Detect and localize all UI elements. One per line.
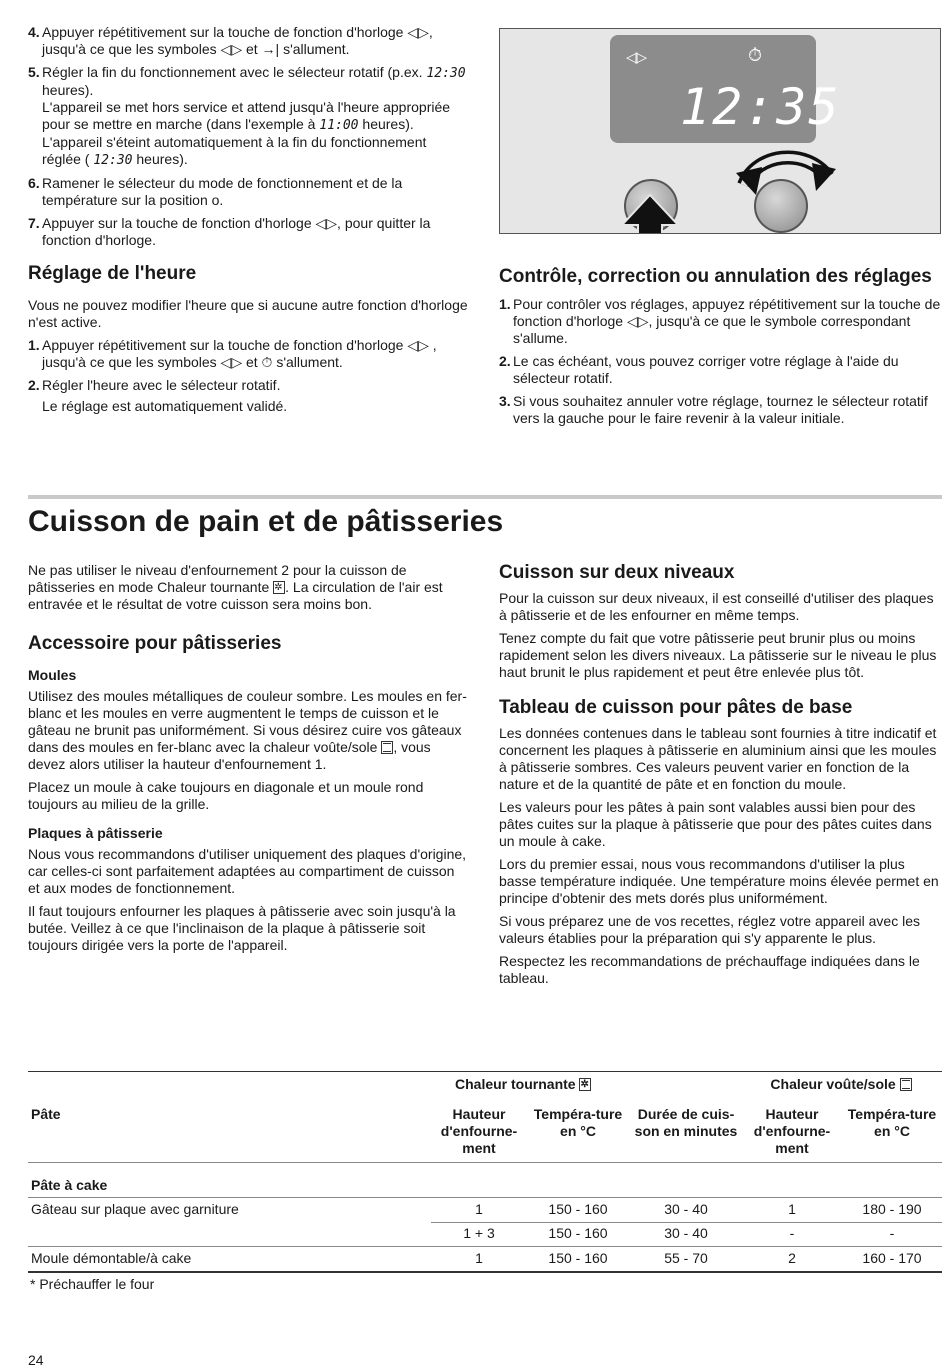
- text: Le réglage est automatiquement validé.: [42, 398, 288, 414]
- step-7: [28, 215, 468, 249]
- step-6: [28, 175, 468, 209]
- step-number: 1.: [28, 337, 40, 353]
- step-number: 6.: [28, 175, 40, 191]
- step-text: Ramener le sélecteur du mode de fonctionnement et de la température sur la position o.: [42, 175, 403, 208]
- table-cell: 2: [788, 1250, 796, 1266]
- heading-deux-niveaux: Cuisson sur deux niveaux: [499, 562, 735, 583]
- table-cell: 1: [475, 1250, 483, 1266]
- text: Régler la fin du fonctionnement avec le sélecteur rotatif (p.ex.: [42, 64, 427, 80]
- heading-tableau: Tableau de cuisson pour pâtes de base: [499, 697, 853, 718]
- text: L'appareil se met hors service et attend jusqu'à l'heure appropriée pour se mettre en marche (dans l'exemple à: [42, 99, 451, 132]
- step-text: Si vous souhaitez annuler votre réglage, tournez le sélecteur rotatif vers la gauche pour le faire revenir à la valeur initiale.: [513, 393, 928, 426]
- step-number: 2.: [499, 353, 511, 369]
- step-number: 1.: [499, 296, 511, 312]
- paragraph: Tenez compte du fait que votre pâtisserie peut brunir plus ou moins rapidement selon les divers niveaux. La pâtisserie sur le niveau le plus haut brunit le plus rapidement et peut être enlevée plus tôt.: [499, 630, 937, 680]
- column-header: Hauteur d'enfourne-ment: [753, 1106, 831, 1156]
- paragraph: Les données contenues dans le tableau sont fournies à titre indicatif et concernent les plaques à pâtisserie en aluminium ainsi que les moules à pâtisserie sombres. Ces valeurs peuvent varier en fonction de la nature et de la quantité de pâte et en fonction du moule.: [499, 725, 937, 792]
- paragraph: [28, 688, 468, 773]
- left-top-column: [28, 24, 468, 421]
- table-cell: 150 - 160: [548, 1225, 608, 1241]
- step-number: 7.: [28, 215, 40, 231]
- step-number: 3.: [499, 393, 511, 409]
- step-1: [28, 337, 468, 371]
- table-cell: 55 - 70: [664, 1250, 708, 1266]
- table-cell: Gâteau sur plaque avec garniture: [31, 1201, 239, 1217]
- paragraph: Placez un moule à cake toujours en diagonale et un moule rond toujours au milieu de la grille.: [28, 779, 424, 812]
- column-header: Pâte: [31, 1106, 61, 1122]
- text: Chaleur tournante: [455, 1076, 576, 1092]
- text: Utilisez des moules métalliques de couleur sombre. Les moules en fer-blanc et les moules en verre augmentent le temps de cuisson et le gâteau ne brunit pas uniformément. Si vous désirez cuire vos gâteaux dans des moules en fer-blanc avec la chaleur voûte/sole: [28, 688, 467, 755]
- table-row: [28, 1246, 942, 1271]
- text: heures). L'appareil s'éteint automatiquement à la fin du fonctionnement réglée (: [42, 116, 427, 167]
- step-text: Appuyer répétitivement sur la touche de fonction d'horloge ◁▷, jusqu'à ce que les symboles ◁▷ et →| s'allument.: [42, 24, 433, 57]
- press-arrow-icon: [620, 193, 680, 234]
- table-cell: Moule démontable/à cake: [31, 1250, 192, 1266]
- table-body: [28, 1198, 942, 1271]
- heading-controle: Contrôle, correction ou annulation des réglages: [499, 266, 932, 287]
- baking-table: [28, 1071, 942, 1293]
- right-bottom-column: [499, 562, 941, 993]
- left-bottom-column: [28, 562, 468, 960]
- step-4: [28, 24, 468, 58]
- step-text: Le cas échéant, vous pouvez corriger votre réglage à l'aide du sélecteur rotatif.: [513, 353, 899, 386]
- step-5: [28, 64, 468, 169]
- table-cell: 150 - 160: [548, 1250, 608, 1266]
- step-number: 4.: [28, 24, 40, 40]
- table-cell: 1: [475, 1201, 483, 1217]
- table-cell: 150 - 160: [548, 1201, 608, 1217]
- step-number: 2.: [28, 377, 40, 393]
- group-header-convection: [431, 1076, 741, 1093]
- category-row: [28, 1163, 942, 1197]
- lcd-value: 12:30: [426, 66, 466, 81]
- right-top-column: [499, 266, 941, 433]
- step-2: [499, 353, 941, 387]
- table-cell: 30 - 40: [664, 1225, 708, 1241]
- footnote: * Préchauffer le four: [30, 1276, 155, 1292]
- column-header: Durée de cuis-son en minutes: [634, 1106, 738, 1139]
- convection-fan-icon: [579, 1078, 591, 1091]
- text: heures).: [42, 82, 94, 98]
- paragraph: Nous vous recommandons d'utiliser uniquement des plaques d'origine, car celles-ci sont parfaitement adaptées au compartiment de cuisson et aux modes de fonctionnement.: [28, 846, 467, 896]
- step-number: 5.: [28, 64, 40, 80]
- clock-function-symbol: ◁▷: [626, 49, 646, 66]
- table-header: [28, 1072, 942, 1162]
- text: heures).: [132, 151, 188, 167]
- convection-fan-icon: [273, 581, 285, 594]
- step-3: [499, 393, 941, 427]
- intro-paragraph: Vous ne pouvez modifier l'heure que si aucune autre fonction d'horloge n'est active.: [28, 297, 468, 330]
- paragraph: Si vous préparez une de vos recettes, réglez votre appareil avec les valeurs établies pour la préparation qui s'y apparente le plus.: [499, 913, 921, 946]
- table-cell: 1: [788, 1201, 796, 1217]
- table-cell: 30 - 40: [664, 1201, 708, 1217]
- text: Ne pas utiliser le niveau d'enfournement 2 pour la cuisson de pâtisseries en mode Chaleur tournante: [28, 562, 407, 595]
- column-header: Hauteur d'enfourne-ment: [440, 1106, 518, 1156]
- step-2: [28, 377, 468, 415]
- control-panel-illustration: [499, 28, 941, 234]
- table-cell: -: [789, 1225, 795, 1241]
- table-cell: -: [889, 1225, 895, 1241]
- step-text: [42, 64, 468, 169]
- table-cell: 160 - 170: [862, 1250, 922, 1266]
- lcd-value: 12:30: [93, 153, 133, 168]
- subheading-moules: Moules: [28, 667, 77, 683]
- group-header-top-bottom: [741, 1076, 941, 1093]
- step-1: [499, 296, 941, 347]
- table-row: [28, 1198, 942, 1222]
- paragraph: Lors du premier essai, nous vous recommandons d'utiliser la plus basse température indiquée. Une température moins élevée permet en principe d'obtenir des mets dorés plus uniformément.: [499, 856, 939, 906]
- lcd-value: 11:00: [319, 118, 359, 133]
- table-cell: 1 + 3: [463, 1225, 495, 1241]
- clock-icon: ⏱: [748, 45, 763, 65]
- rotary-selector-knob[interactable]: [754, 179, 808, 233]
- step-text: Appuyer répétitivement sur la touche de fonction d'horloge ◁▷ , jusqu'à ce que les symboles ◁▷ et ⏱ s'allument.: [42, 337, 437, 370]
- heading-accessoire: Accessoire pour pâtisseries: [28, 633, 282, 654]
- text: . La circulation de l'air est entravée et le résultat de votre cuisson sera moins bon.: [28, 579, 443, 612]
- display-panel: [610, 35, 841, 143]
- table-row: [28, 1222, 942, 1246]
- step-text: [42, 377, 468, 415]
- top-bottom-heat-icon: [900, 1078, 912, 1091]
- paragraph: Il faut toujours enfourner les plaques à pâtisserie avec soin jusqu'à la butée. Veillez à ce que l'inclinaison de la plaque à pâtisserie soit toujours dirigée vers la porte de l'appareil.: [28, 903, 456, 953]
- section-title: Cuisson de pain et de pâtisseries: [28, 505, 504, 538]
- step-text: Appuyer sur la touche de fonction d'horloge ◁▷, pour quitter la fonction d'horloge.: [42, 215, 431, 248]
- top-bottom-heat-icon: [381, 741, 393, 754]
- page-number: 24: [28, 1352, 44, 1368]
- column-header: Tempéra-ture en °C: [847, 1106, 937, 1139]
- heading-reglage-heure: Réglage de l'heure: [28, 263, 197, 284]
- intro-paragraph: [28, 562, 468, 613]
- text: Chaleur voûte/sole: [770, 1076, 896, 1092]
- section-divider: [28, 495, 942, 499]
- table-cell: 180 - 190: [862, 1201, 922, 1217]
- text: , vous devez alors utiliser la hauteur d'enfournement 1.: [28, 739, 431, 772]
- category-label: Pâte à cake: [31, 1177, 108, 1193]
- display-time: 12:35: [680, 78, 841, 136]
- step-text: Pour contrôler vos réglages, appuyez répétitivement sur la touche de fonction d'horloge ◁▷, jusqu'à ce que le symbole correspondant s'allume.: [513, 296, 941, 346]
- subheading-plaques: Plaques à pâtisserie: [28, 825, 163, 841]
- paragraph: Respectez les recommandations de préchauffage indiquées dans le tableau.: [499, 953, 920, 986]
- paragraph: Pour la cuisson sur deux niveaux, il est conseillé d'utiliser des plaques à pâtisserie et de les enfourner en même temps.: [499, 590, 934, 623]
- paragraph: Les valeurs pour les pâtes à pain sont valables aussi bien pour des pâtes cuites sur la plaque à pâtisserie que pour des pâtes cuites dans un moule à cake.: [499, 799, 932, 849]
- row-divider: [431, 1222, 942, 1223]
- column-header: Tempéra-ture en °C: [533, 1106, 623, 1139]
- text: Régler l'heure avec le sélecteur rotatif.: [42, 377, 281, 393]
